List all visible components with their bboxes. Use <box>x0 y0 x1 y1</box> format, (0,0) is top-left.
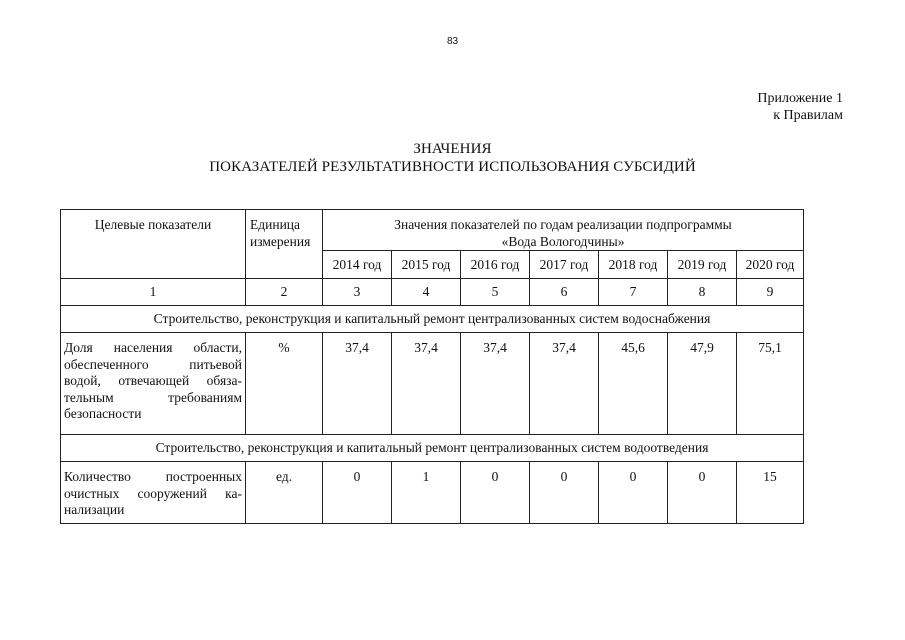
indicator-unit: ед. <box>246 462 323 524</box>
column-number: 8 <box>668 279 737 306</box>
section-title: Строительство, реконструкция и капитальный ремонт централизованных систем водоснабжения <box>61 306 804 333</box>
appendix-line-2: к Правилам <box>773 108 843 123</box>
header-values-group <box>323 210 804 251</box>
column-number: 4 <box>392 279 461 306</box>
indicator-value: 37,4 <box>392 333 461 435</box>
page-number: 83 <box>446 36 459 47</box>
indicator-value: 45,6 <box>599 333 668 435</box>
indicator-value: 47,9 <box>668 333 737 435</box>
column-number: 3 <box>323 279 392 306</box>
column-numbers-row <box>61 279 804 306</box>
header-group-line-2: «Вода Вологодчины» <box>501 234 625 249</box>
header-year: 2016 год <box>461 251 530 279</box>
document-title-line-2: ПОКАЗАТЕЛЕЙ РЕЗУЛЬТАТИВНОСТИ ИСПОЛЬЗОВАНИЯ СУБСИДИЙ <box>209 159 696 175</box>
indicator-value: 0 <box>323 462 392 524</box>
indicator-name: Количество построенных очистных сооружений канализации <box>61 462 246 524</box>
column-number: 2 <box>246 279 323 306</box>
header-unit-line-2: измерения <box>250 234 311 249</box>
column-number: 6 <box>530 279 599 306</box>
indicator-value: 75,1 <box>737 333 804 435</box>
column-number: 7 <box>599 279 668 306</box>
header-year: 2018 год <box>599 251 668 279</box>
indicators-table <box>60 209 804 524</box>
indicator-value: 0 <box>461 462 530 524</box>
section-row-water-supply <box>61 306 804 333</box>
column-number: 5 <box>461 279 530 306</box>
column-number: 1 <box>61 279 246 306</box>
indicator-value: 37,4 <box>530 333 599 435</box>
document-title-line-1: ЗНАЧЕНИЯ <box>413 141 492 157</box>
indicator-value: 0 <box>599 462 668 524</box>
appendix-line-1: Приложение 1 <box>757 91 843 106</box>
table-header-row <box>61 210 804 251</box>
section-title: Строительство, реконструкция и капитальный ремонт централизованных систем водоотведения <box>61 435 804 462</box>
indicator-value: 15 <box>737 462 804 524</box>
table-row <box>61 462 804 524</box>
header-group-line-1: Значения показателей по годам реализации подпрограммы <box>394 217 732 232</box>
header-indicator: Целевые показатели <box>61 210 246 279</box>
section-row-wastewater <box>61 435 804 462</box>
header-unit <box>246 210 323 279</box>
header-year: 2014 год <box>323 251 392 279</box>
header-year: 2020 год <box>737 251 804 279</box>
indicator-value: 37,4 <box>461 333 530 435</box>
indicator-value: 0 <box>668 462 737 524</box>
indicator-unit: % <box>246 333 323 435</box>
indicator-value: 0 <box>530 462 599 524</box>
appendix-reference <box>757 90 843 124</box>
header-year: 2017 год <box>530 251 599 279</box>
indicator-value: 37,4 <box>323 333 392 435</box>
header-unit-line-1: Единица <box>250 217 301 232</box>
indicator-name: Доля населения области, обеспеченного питьевой водой, отвечающей обязательным требованиям безопасности <box>61 333 246 435</box>
table-row <box>61 333 804 435</box>
indicator-value: 1 <box>392 462 461 524</box>
document-title <box>0 140 905 176</box>
header-year: 2015 год <box>392 251 461 279</box>
header-year: 2019 год <box>668 251 737 279</box>
column-number: 9 <box>737 279 804 306</box>
